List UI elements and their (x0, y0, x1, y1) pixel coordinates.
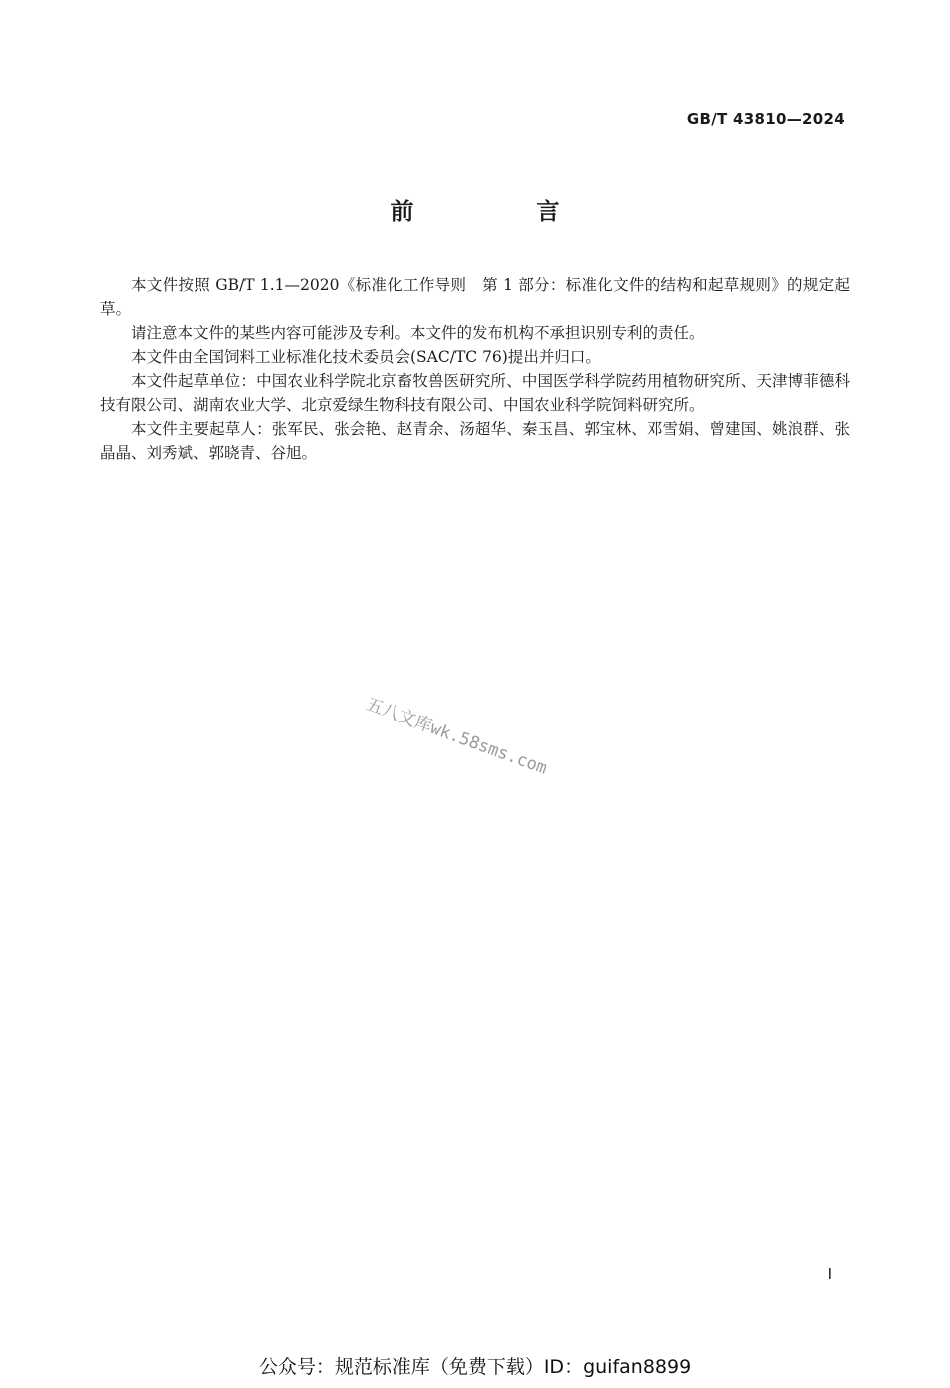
paragraph-drafters: 本文件主要起草人：张军民、张会艳、赵青余、汤超华、秦玉昌、郭宝林、邓雪娟、曾建国、姚浪群、张晶晶、刘秀斌、郭晓青、谷旭。 (100, 420, 850, 462)
footer-notice: 公众号：规范标准库（免费下载）ID：guifan8899 (258, 1356, 692, 1378)
page-title: 前 言 (390, 199, 610, 225)
standard-code: GB/T 43810—2024 (686, 110, 845, 128)
watermark-text: 五八文库wk.58sms.com (363, 694, 550, 779)
paragraph-committee: 本文件由全国饲料工业标准化技术委员会(SAC/TC 76)提出并归口。 (131, 348, 601, 366)
page-number: I (827, 1265, 832, 1283)
foreword-body (100, 273, 850, 465)
paragraph-drafting-rules: 本文件按照 GB/T 1.1—2020《标准化工作导则 第 1 部分：标准化文件的结构和起草规则》的规定起草。 (100, 276, 850, 318)
paragraph-drafting-units: 本文件起草单位：中国农业科学院北京畜牧兽医研究所、中国医学科学院药用植物研究所、天津博菲德科技有限公司、湖南农业大学、北京爱绿生物科技有限公司、中国农业科学院饲料研究所。 (100, 372, 850, 414)
paragraph-patent-notice: 请注意本文件的某些内容可能涉及专利。本文件的发布机构不承担识别专利的责任。 (131, 324, 705, 342)
